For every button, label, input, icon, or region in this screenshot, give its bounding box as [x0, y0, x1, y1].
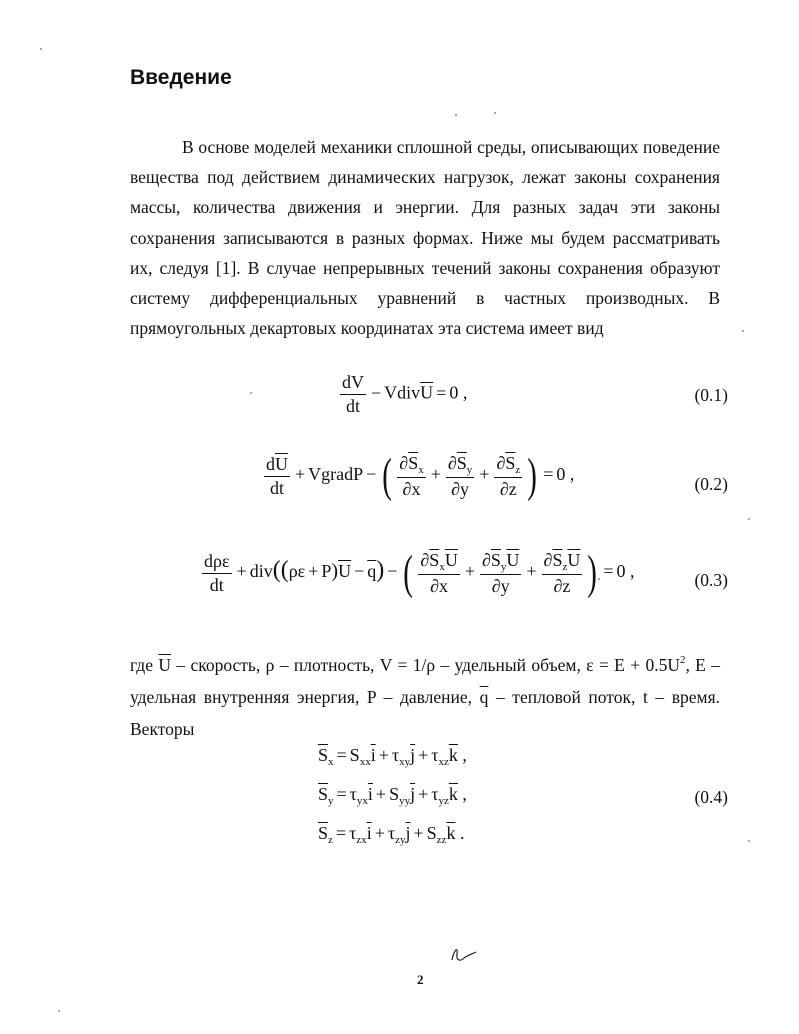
intro-line: прямоугольных декартовых координатах эта система имеет вид [130, 318, 604, 339]
scan-speck [58, 1010, 60, 1012]
equation-number: (0.2) [694, 474, 728, 494]
scan-speck [250, 392, 252, 394]
scan-speck [748, 840, 750, 842]
intro-paragraph [130, 132, 720, 343]
intro-line: массы, количества движения и энергии. Для разных задач эти законы [130, 197, 720, 218]
equation-0-2: $\frac{d\overline{U}}{dt}$ + VgradP − ( $\frac{\partial\overline{S}_x}{\partial x}$ + $\frac{\partial\overline{S}_y}{\partial y}$ + $\frac{\partial\overline{S}_z}{\partial z}$ ) = 0 , [266, 449, 575, 502]
signature-mark [448, 942, 478, 966]
intro-line: систему дифференциальных уравнений в частных производных. В [130, 288, 720, 309]
equation-0-1: $\frac{dV}{dt}$ − $Vdiv\overline{U} = 0$ , [342, 372, 468, 416]
intro-line: сохранения записываются в разных формах. Ниже мы будем рассматривать [130, 227, 720, 248]
intro-line: их, следуя [1]. В случае непрерывных течений законы сохранения образуют [130, 257, 720, 278]
equation-number: (0.4) [694, 787, 728, 807]
intro-line: вещества под действием динамических нагрузок, лежат законы сохранения [130, 167, 720, 188]
equation-0-4-line-3: $\overline{S}_z = \tau_{zx}\overline{i} + \tau_{zy}\overline{j} + S_{zz}\overline{k}$ . [318, 823, 465, 846]
definitions-paragraph [130, 644, 720, 745]
scan-speck [455, 114, 457, 116]
definitions-line: Векторы [130, 719, 195, 739]
scan-speck [742, 330, 744, 332]
scan-speck [598, 578, 600, 580]
scan-speck [494, 112, 496, 114]
definitions-line: где $\overline{U}$ – скорость, ρ – плотность, V = 1/ρ – удельный объем, $\varepsilon = E + 0.5U^2$, E – [130, 654, 720, 675]
intro-line: В основе моделей механики сплошной среды, описывающих поведение [182, 137, 720, 157]
section-heading: Введение [130, 66, 232, 89]
equation-number: (0.1) [694, 385, 728, 405]
equation-0-4-line-1: $\overline{S}_x = S_{xx}\overline{i} + \tau_{xy}\overline{j} + \tau_{xz}\overline{k}$ , [318, 745, 467, 768]
equation-0-3: $\frac{\text{dρε}}{dt}$ + $div((\rho\varepsilon + P)\overline{U} - \overline{q})$ − ( $\frac{\partial\overline{S}_x\overline{U}}{\partial x}$ + $\frac{\partial\overline{S}_y\overline{U}}{\partial y}$ + $\frac{\partial\overline{S}_z\overline{U}}{\partial z}$ ) = 0 , [204, 546, 635, 599]
scan-speck [40, 48, 42, 50]
scan-speck [748, 518, 750, 520]
definitions-line: удельная внутренняя энергия, P – давление, $\overline{q}$ – тепловой поток, t – время. [130, 687, 721, 707]
page-number: 2 [417, 972, 424, 987]
equation-number: (0.3) [694, 570, 728, 590]
equation-0-4-line-2: $\overline{S}_y = \tau_{yx}\overline{i} + S_{yy}\overline{j} + \tau_{yz}\overline{k}$ , [318, 784, 467, 807]
